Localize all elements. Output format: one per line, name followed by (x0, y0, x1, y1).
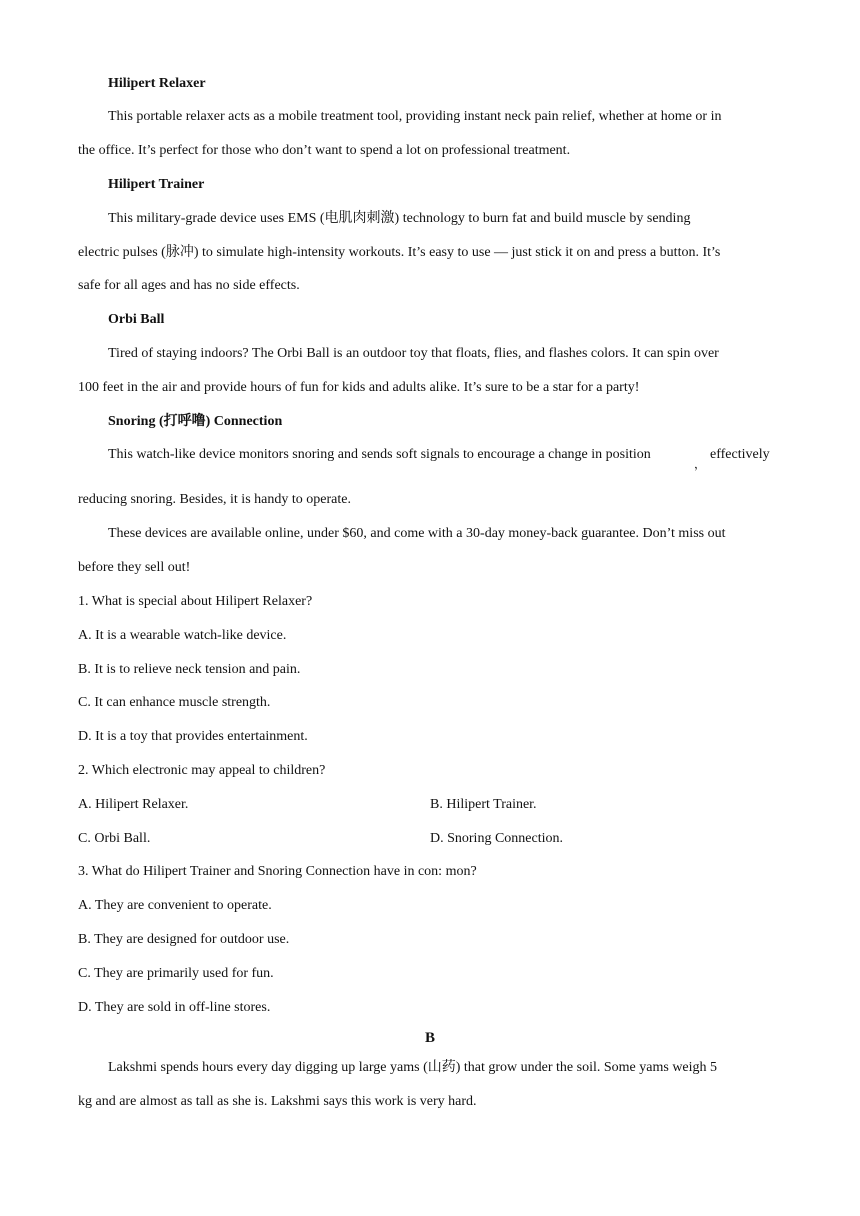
closing-text-line1: These devices are available online, under $60, and come with a 30-day money-back guarantee. Don’t miss out (108, 526, 726, 541)
q1-option-c: C. It can enhance muscle strength. (78, 695, 271, 710)
q1-option-d: D. It is a toy that provides entertainment. (78, 729, 308, 744)
q1-option-a: A. It is a wearable watch-like device. (78, 628, 287, 643)
q2-option-a: A. Hilipert Relaxer. (78, 797, 189, 812)
trainer-heading: Hilipert Trainer (108, 177, 205, 192)
q3-option-b: B. They are designed for outdoor use. (78, 932, 290, 947)
passage-b-line1: Lakshmi spends hours every day digging up large yams (山药) that grow under the soil. Some yams weigh 5 (108, 1060, 718, 1075)
snoring-comma: ， (694, 457, 707, 471)
trainer-text-line3: safe for all ages and has no side effects. (78, 278, 300, 293)
orbi-text-line1: Tired of staying indoors? The Orbi Ball is an outdoor toy that floats, flies, and flashes colors. It can spin over (108, 346, 719, 361)
q2-option-d: D. Snoring Connection. (430, 831, 563, 846)
q2-option-c: C. Orbi Ball. (78, 831, 151, 846)
snoring-heading: Snoring (打呼噜) Connection (108, 414, 283, 429)
trainer-text-line2: electric pulses (脉冲) to simulate high-intensity workouts. It’s easy to use — just stick it on and press a button. It’s (78, 245, 721, 260)
relaxer-heading: Hilipert Relaxer (108, 76, 206, 91)
relaxer-text-line1: This portable relaxer acts as a mobile treatment tool, providing instant neck pain relief, whether at home or in (108, 109, 722, 124)
q3-stem: 3. What do Hilipert Trainer and Snoring Connection have in con: mon? (78, 864, 477, 879)
q3-option-c: C. They are primarily used for fun. (78, 966, 274, 981)
snoring-text-line1b: effectively (710, 447, 770, 462)
passage-b-heading: B (424, 1030, 435, 1046)
orbi-text-line2: 100 feet in the air and provide hours of fun for kids and adults alike. It’s sure to be a star for a party! (78, 380, 640, 395)
q2-stem: 2. Which electronic may appeal to children? (78, 763, 326, 778)
q1-stem: 1. What is special about Hilipert Relaxer? (78, 594, 313, 609)
snoring-text-line2: reducing snoring. Besides, it is handy to operate. (78, 492, 351, 507)
q1-option-b: B. It is to relieve neck tension and pain. (78, 662, 301, 677)
relaxer-text-line2: the office. It’s perfect for those who don’t want to spend a lot on professional treatment. (78, 143, 571, 158)
snoring-text-line1: This watch-like device monitors snoring and sends soft signals to encourage a change in position (108, 447, 651, 462)
trainer-text-line1: This military-grade device uses EMS (电肌肉刺激) technology to burn fat and build muscle by sending (108, 211, 691, 226)
q3-option-d: D. They are sold in off-line stores. (78, 1000, 271, 1015)
orbi-heading: Orbi Ball (108, 312, 165, 327)
closing-text-line2: before they sell out! (78, 560, 191, 575)
passage-b-line2: kg and are almost as tall as she is. Lakshmi says this work is very hard. (78, 1094, 477, 1109)
q3-option-a: A. They are convenient to operate. (78, 898, 272, 913)
q2-option-b: B. Hilipert Trainer. (430, 797, 537, 812)
